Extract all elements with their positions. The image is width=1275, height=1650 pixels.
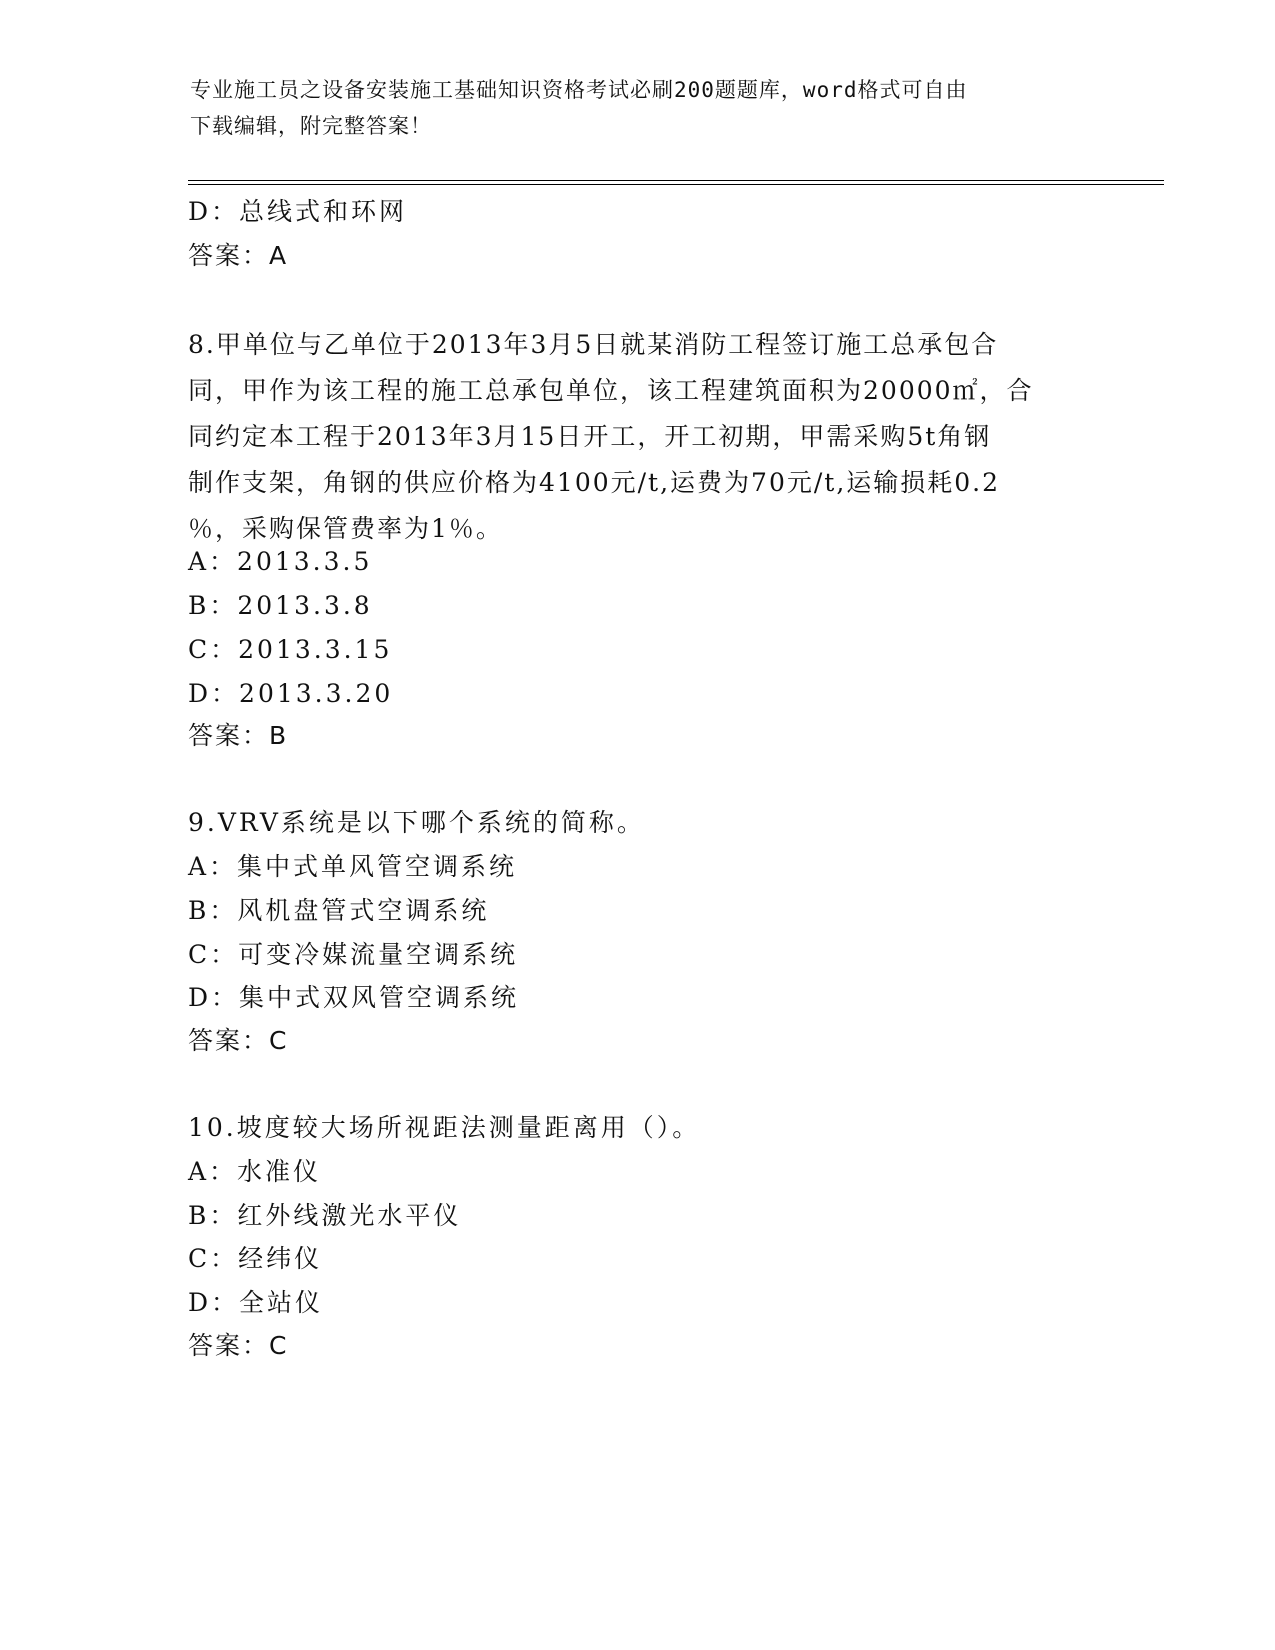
- q8-stem-line: ％，采购保管费率为1％。: [188, 514, 503, 543]
- q10-option-a: A：水准仪: [188, 1157, 322, 1186]
- q10-answer: 答案：C: [188, 1331, 289, 1360]
- q8-stem: [188, 322, 1088, 552]
- q8-option-a: A：2013.3.5: [188, 547, 373, 576]
- q9-stem: 9.VRV系统是以下哪个系统的简称。: [188, 808, 645, 837]
- q9-option-d: D：集中式双风管空调系统: [188, 983, 520, 1012]
- header-line-1: 专业施工员之设备安装施工基础知识资格考试必刷200题题库，word格式可自由: [190, 78, 968, 102]
- q8-option-d: D：2013.3.20: [188, 679, 394, 708]
- q9-option-b: B：风机盘管式空调系统: [188, 896, 490, 925]
- q8-stem-line: 8.甲单位与乙单位于2013年3月5日就某消防工程签订施工总承包合: [188, 330, 999, 359]
- q10-stem: 10.坡度较大场所视距法测量距离用（）。: [188, 1113, 701, 1142]
- header-divider-top: [188, 180, 1164, 181]
- q10-option-c: C：经纬仪: [188, 1244, 323, 1273]
- q8-stem-line: 制作支架，角钢的供应价格为4100元/t,运费为70元/t,运输损耗0.2: [188, 468, 1001, 497]
- q8-answer: 答案：B: [188, 721, 289, 750]
- q8-option-c: C：2013.3.15: [188, 635, 393, 664]
- document-header: [190, 72, 1090, 144]
- q8-option-b: B：2013.3.8: [188, 591, 373, 620]
- header-divider-bottom: [188, 184, 1164, 185]
- q9-option-a: A：集中式单风管空调系统: [188, 852, 518, 881]
- q10-option-b: B：红外线激光水平仪: [188, 1201, 462, 1230]
- q9-answer: 答案：C: [188, 1026, 289, 1055]
- q10-option-d: D：全站仪: [188, 1288, 324, 1317]
- q8-stem-line: 同，甲作为该工程的施工总承包单位，该工程建筑面积为20000㎡，合: [188, 376, 1034, 405]
- header-line-2: 下载编辑，附完整答案！: [190, 114, 432, 138]
- q8-stem-line: 同约定本工程于2013年3月15日开工，开工初期，甲需采购5t角钢: [188, 422, 992, 451]
- q7-option-d: D：总线式和环网: [188, 197, 408, 226]
- q9-option-c: C：可变冷媒流量空调系统: [188, 940, 519, 969]
- q7-answer: 答案：A: [188, 241, 289, 270]
